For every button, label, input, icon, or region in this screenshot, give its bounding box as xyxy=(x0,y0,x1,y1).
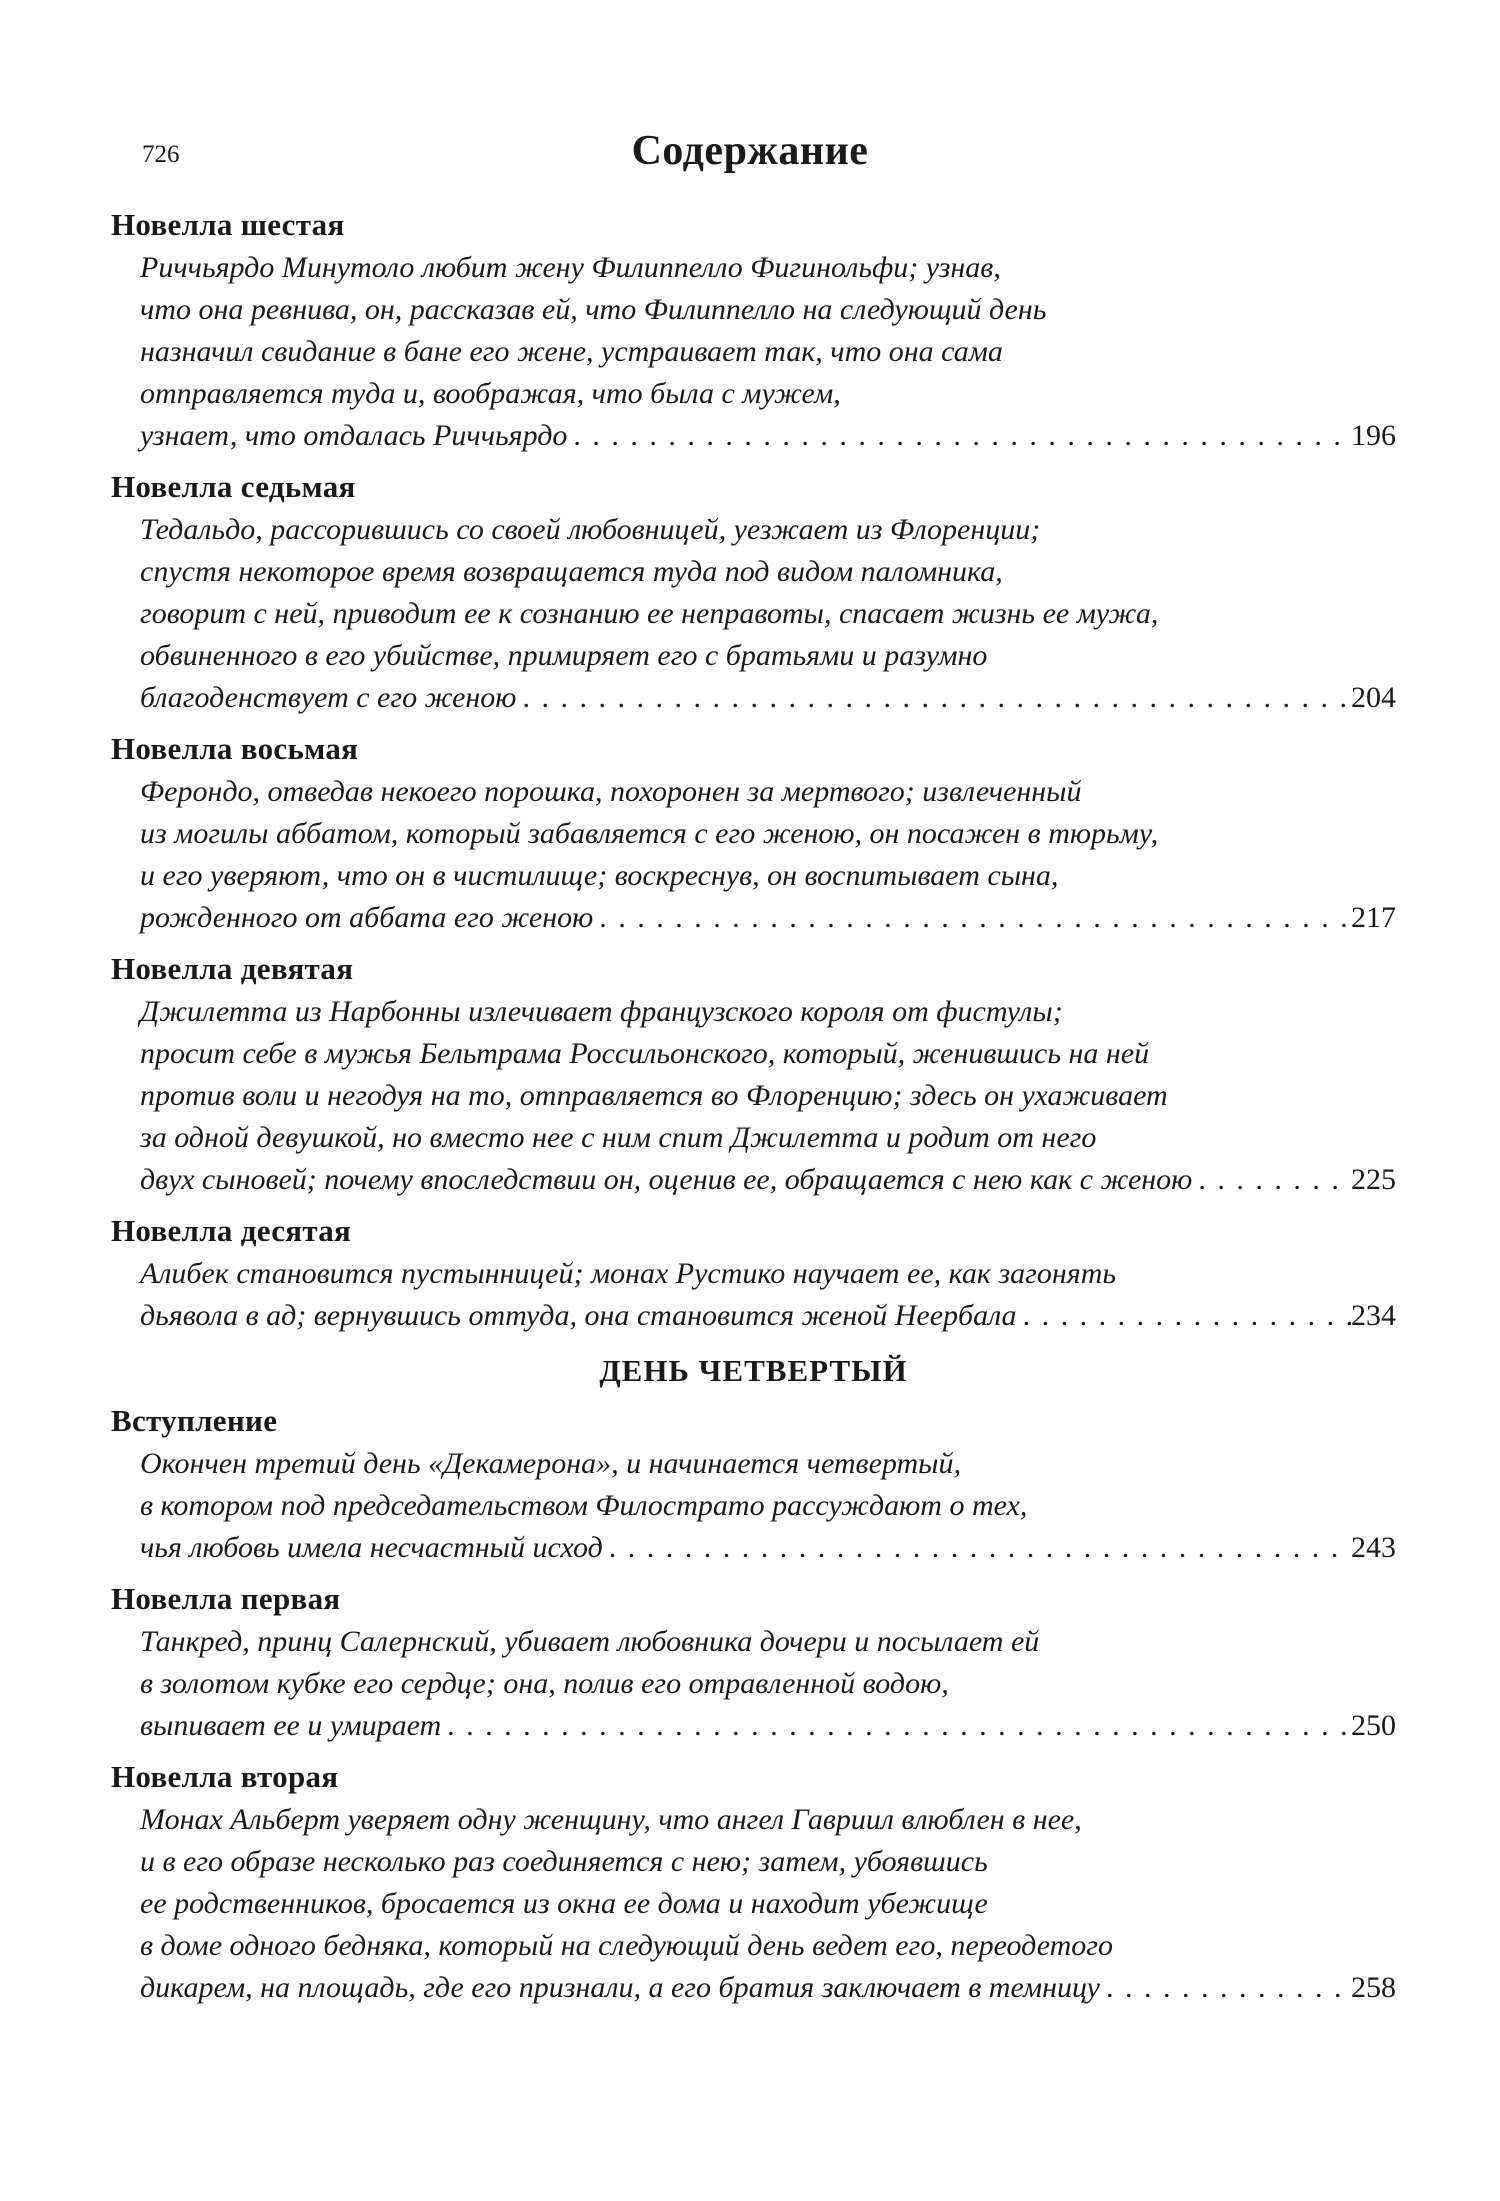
toc-entry xyxy=(111,465,1396,719)
dot-leader xyxy=(603,1527,1351,1569)
summary-last-line xyxy=(140,1527,1396,1569)
toc-entry xyxy=(111,1755,1396,2009)
summary-last-line xyxy=(140,1159,1396,1201)
entry-heading: Новелла первая xyxy=(111,1581,341,1616)
summary-line: Алибек становится пустынницей; монах Рустико научает ее, как загонять xyxy=(140,1257,1117,1290)
summary-line: в золотом кубке его сердце; она, полив его отравленной водою, xyxy=(140,1667,949,1700)
toc-entry xyxy=(111,203,1396,457)
summary-line: что она ревнива, он, рассказав ей, что Филиппелло на следующий день xyxy=(140,293,1047,326)
entry-page-number: 217 xyxy=(1351,901,1396,934)
toc-entry xyxy=(111,947,1396,1201)
summary-line: выпивает ее и умирает xyxy=(140,1709,442,1742)
summary-line: дикарем, на площадь, где его признали, а его братия заключает в темницу xyxy=(140,1971,1100,2004)
summary-line: двух сыновей; почему впоследствии он, оценив ее, обращается с нею как с женою xyxy=(140,1163,1193,1196)
entry-page-number: 204 xyxy=(1351,681,1396,714)
day-heading: ДЕНЬ ЧЕТВЕРТЫЙ xyxy=(599,1353,908,1388)
entry-summary xyxy=(111,991,1396,1201)
entry-heading: Новелла седьмая xyxy=(111,469,356,504)
dot-leader xyxy=(1017,1295,1351,1337)
summary-line: просит себе в мужья Бельтрама Россильонского, который, женившись на ней xyxy=(140,1037,1150,1070)
entry-heading: Вступление xyxy=(111,1403,278,1438)
summary-line: Риччьярдо Минутоло любит жену Филиппелло Фигинольфи; узнав, xyxy=(140,251,1001,284)
summary-line: Танкред, принц Салернский, убивает любовника дочери и посылает ей xyxy=(140,1625,1040,1658)
page-title: Содержание xyxy=(631,128,869,174)
summary-line: Джилетта из Нарбонны излечивает французского короля от фистулы; xyxy=(140,995,1063,1028)
summary-line: обвиненного в его убийстве, примиряет его с братьями и разумно xyxy=(140,639,988,672)
table-of-contents xyxy=(111,203,1396,2009)
summary-last-line xyxy=(140,415,1396,457)
entry-page-number: 250 xyxy=(1351,1709,1396,1742)
dot-leader xyxy=(567,415,1351,457)
summary-line: и в его образе несколько раз соединяется с нею; затем, убоявшись xyxy=(140,1845,988,1878)
entry-summary xyxy=(111,509,1396,719)
entry-summary xyxy=(111,771,1396,939)
summary-last-line xyxy=(140,1295,1396,1337)
entry-heading: Новелла шестая xyxy=(111,207,345,242)
summary-line: узнает, что отдалась Риччьярдо xyxy=(140,419,568,452)
summary-line: в доме одного бедняка, который на следующий день ведет его, переодетого xyxy=(140,1929,1113,1962)
entry-page-number: 234 xyxy=(1351,1299,1396,1332)
summary-line: за одной девушкой, но вместо нее с ним спит Джилетта и родит от него xyxy=(140,1121,1097,1154)
summary-line: отправляется туда и, воображая, что была с мужем, xyxy=(140,377,841,410)
summary-last-line xyxy=(140,1967,1396,2009)
entry-summary xyxy=(111,247,1396,457)
summary-line: благоденствует с его женою xyxy=(140,681,517,714)
summary-line: чья любовь имела несчастный исход xyxy=(140,1531,603,1564)
summary-line: ее родственников, бросается из окна ее дома и находит убежище xyxy=(140,1887,988,1920)
entry-page-number: 196 xyxy=(1351,419,1396,452)
entry-heading: Новелла вторая xyxy=(111,1759,339,1794)
toc-entry xyxy=(111,1577,1396,1747)
entry-heading: Новелла восьмая xyxy=(111,731,359,766)
entry-summary xyxy=(111,1799,1396,2009)
entry-page-number: 225 xyxy=(1351,1163,1396,1196)
entry-heading: Новелла десятая xyxy=(111,1213,352,1248)
entry-summary xyxy=(111,1443,1396,1569)
entry-summary xyxy=(111,1621,1396,1747)
summary-line: в котором под председательством Филострато рассуждают о тех, xyxy=(140,1489,1028,1522)
dot-leader xyxy=(441,1705,1351,1747)
toc-entry xyxy=(111,1209,1396,1337)
toc-entry xyxy=(111,1399,1396,1569)
summary-line: Тедальдо, рассорившись со своей любовницей, уезжает из Флоренции; xyxy=(140,513,1041,546)
summary-line: и его уверяют, что он в чистилище; воскреснув, он воспитывает сына, xyxy=(140,859,1059,892)
entry-summary xyxy=(111,1253,1396,1337)
entry-heading: Новелла девятая xyxy=(111,951,354,986)
summary-line: Монах Альберт уверяет одну женщину, что ангел Гавриил влюблен в нее, xyxy=(140,1803,1082,1836)
summary-line: Ферондо, отведав некоего порошка, похоронен за мертвого; извлеченный xyxy=(140,775,1082,808)
dot-leader xyxy=(516,677,1351,719)
dot-leader xyxy=(1192,1159,1351,1201)
dot-leader xyxy=(593,897,1351,939)
summary-line: рожденного от аббата его женою xyxy=(140,901,594,934)
summary-line: говорит с ней, приводит ее к сознанию ее неправоты, спасает жизнь ее мужа, xyxy=(140,597,1159,630)
dot-leader xyxy=(1100,1967,1351,2009)
summary-line: Окончен третий день «Декамерона», и начинается четвертый, xyxy=(140,1447,961,1480)
summary-line: спустя некоторое время возвращается туда под видом паломника, xyxy=(140,555,1003,588)
summary-line: против воли и негодуя на то, отправляется во Флоренцию; здесь он ухаживает xyxy=(140,1079,1168,1112)
summary-last-line xyxy=(140,897,1396,939)
summary-line: из могилы аббатом, который забавляется с его женою, он посажен в тюрьму, xyxy=(140,817,1159,850)
toc-entry xyxy=(111,727,1396,939)
summary-last-line xyxy=(140,677,1396,719)
summary-last-line xyxy=(140,1705,1396,1747)
entry-page-number: 243 xyxy=(1351,1531,1396,1564)
summary-line: дьявола в ад; вернувшись оттуда, она становится женой Неербала xyxy=(140,1299,1017,1332)
page-number: 726 xyxy=(142,141,180,168)
summary-line: назначил свидание в бане его жене, устраивает так, что она сама xyxy=(140,335,1003,368)
entry-page-number: 258 xyxy=(1351,1971,1396,2004)
